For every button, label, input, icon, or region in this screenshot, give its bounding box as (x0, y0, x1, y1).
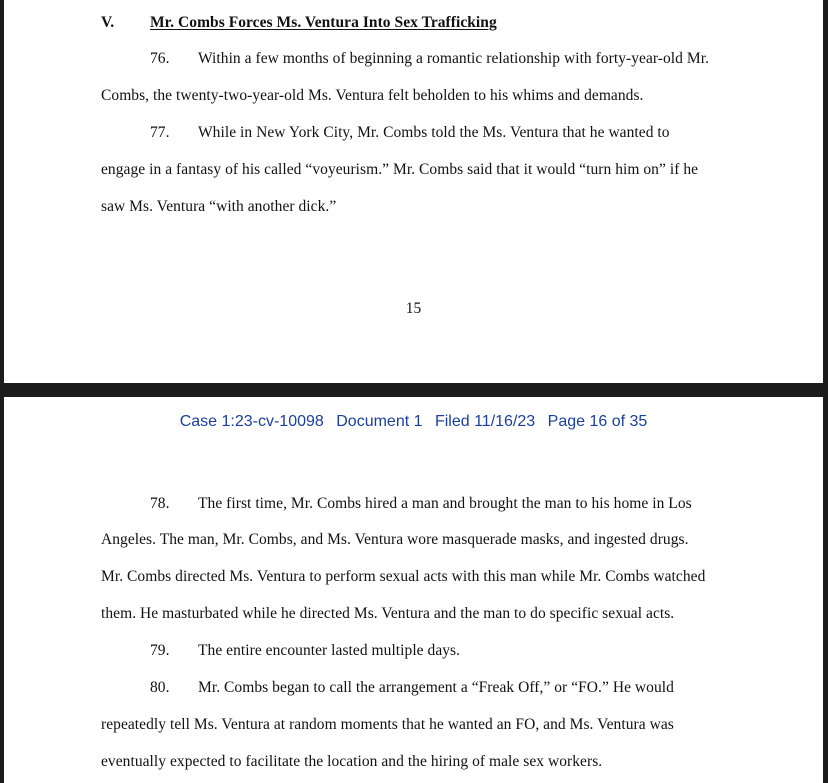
paragraph-text: Combs, the twenty-two-year-old Ms. Ventura felt beholden to his whims and demands. (101, 87, 644, 104)
paragraph-number: 76. (150, 50, 170, 67)
paragraph-number: 80. (150, 679, 170, 696)
paragraph-text: repeatedly tell Ms. Ventura at random moments that he wanted an FO, and Ms. Ventura was (101, 716, 674, 733)
paragraph-text: saw Ms. Ventura “with another dick.” (101, 198, 337, 215)
section-title: Mr. Combs Forces Ms. Ventura Into Sex Trafficking (150, 14, 497, 31)
paragraph-number: 77. (150, 124, 170, 141)
paragraph-text: eventually expected to facilitate the location and the hiring of male sex workers. (101, 753, 603, 770)
paragraph-text: engage in a fantasy of his called “voyeurism.” Mr. Combs said that it would “turn him on” if he (101, 161, 699, 178)
paragraph-text: them. He masturbated while he directed Ms. Ventura and the man to do specific sexual acts. (101, 605, 675, 622)
document-page-16 (4, 397, 823, 783)
document-number: Document 1 (336, 413, 423, 430)
document-page-15 (4, 0, 823, 383)
paragraph-text: The first time, Mr. Combs hired a man and brought the man to his home in Los (198, 495, 692, 512)
page-of-total: Page 16 of 35 (547, 413, 648, 430)
paragraph-text: Within a few months of beginning a romantic relationship with forty-year-old Mr. (198, 50, 710, 67)
page-number: 15 (405, 300, 422, 317)
case-header (4, 412, 823, 432)
paragraph-text: Mr. Combs began to call the arrangement a “Freak Off,” or “FO.” He would (198, 679, 674, 696)
section-number: V. (101, 14, 115, 31)
case-number: Case 1:23-cv-10098 (179, 413, 324, 430)
paragraph-text: Angeles. The man, Mr. Combs, and Ms. Ventura wore masquerade masks, and ingested drugs. (101, 531, 689, 548)
paragraph-text: Mr. Combs directed Ms. Ventura to perform sexual acts with this man while Mr. Combs watched (101, 568, 706, 585)
paragraph-text: The entire encounter lasted multiple days. (198, 642, 461, 659)
filed-date: Filed 11/16/23 (434, 413, 536, 430)
paragraph-number: 78. (150, 495, 170, 512)
paragraph-number: 79. (150, 642, 170, 659)
paragraph-text: While in New York City, Mr. Combs told the Ms. Ventura that he wanted to (198, 124, 670, 141)
